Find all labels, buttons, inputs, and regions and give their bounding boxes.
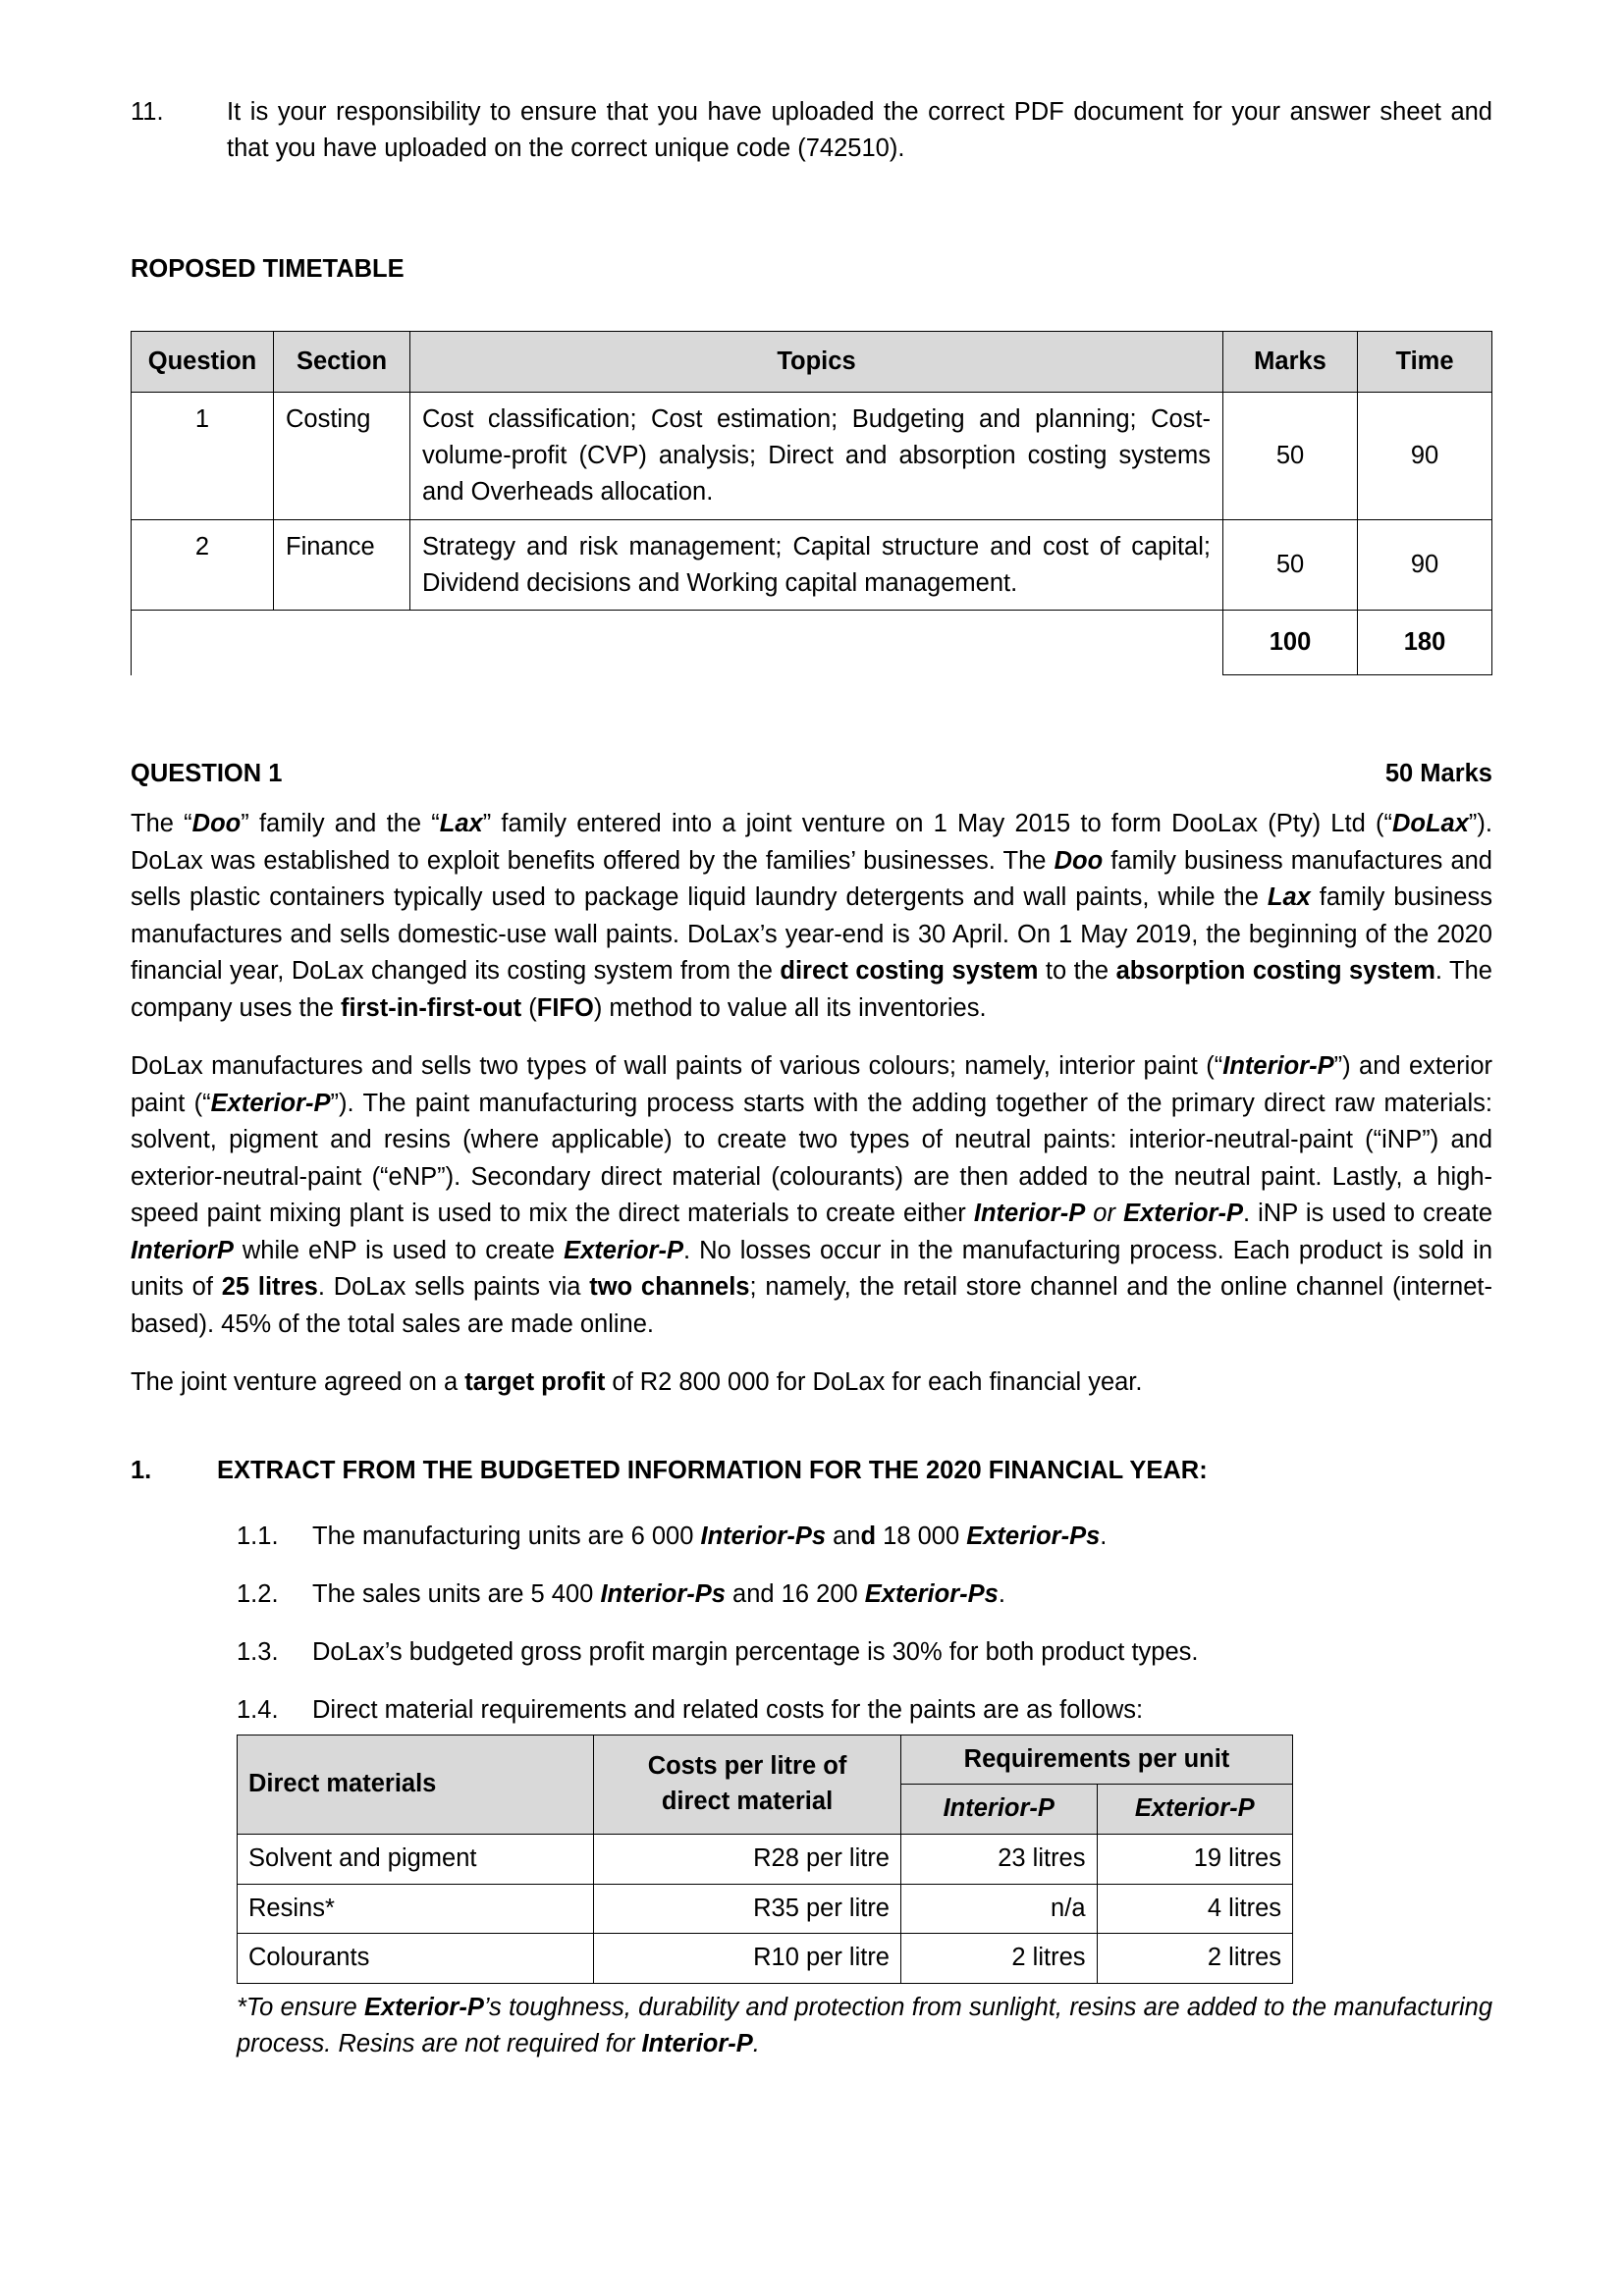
cell-topics: Strategy and risk management; Capital structure and cost of capital; Dividend decisions and Working capital management. bbox=[410, 519, 1223, 611]
list-item-text: Direct material requirements and related costs for the paints are as follows: bbox=[312, 1695, 1144, 1724]
text-run: of R2 800 000 for DoLax for each financial year. bbox=[605, 1368, 1143, 1397]
text-run: ”). DoLax was established to exploit benefits offered by the families’ businesses. The bbox=[131, 810, 1492, 875]
term-interior-ps: Interior-Ps bbox=[700, 1522, 827, 1550]
col-header-exterior-p: Exterior-P bbox=[1097, 1785, 1293, 1835]
cell-interior-req: n/a bbox=[901, 1884, 1098, 1934]
text-run: an bbox=[826, 1522, 861, 1550]
list-item-number: 1.2. bbox=[237, 1579, 279, 1608]
question-marks: 50 Marks bbox=[1384, 760, 1492, 788]
text-run: ” family and the “ bbox=[241, 810, 440, 838]
materials-table-body bbox=[238, 1834, 1293, 1983]
text-run: ” family entered into a joint venture on 1 May 2015 to form DooLax (Pty) Ltd (“ bbox=[482, 810, 1392, 838]
question-header bbox=[131, 760, 1492, 788]
text-run: ; namely, the retail store channel and the online channel (internet-based). 45% of the total sales are made online. bbox=[131, 1273, 1492, 1338]
col-header-question: Question bbox=[132, 331, 274, 392]
cell-material-name: Resins* bbox=[238, 1884, 594, 1934]
cell-material-name: Colourants bbox=[238, 1934, 594, 1984]
text-run: . The company uses the bbox=[131, 957, 1492, 1022]
spacer bbox=[131, 1423, 1492, 1453]
cell-material-name: Solvent and pigment bbox=[238, 1834, 594, 1884]
term-exterior-ps: Exterior-Ps bbox=[966, 1522, 1101, 1550]
question-paragraph-2 bbox=[131, 1048, 1492, 1343]
list-item-number: 1.1. bbox=[237, 1522, 279, 1550]
col-header-interior-p: Interior-P bbox=[901, 1785, 1098, 1835]
proposed-timetable bbox=[131, 331, 1492, 676]
term-exterior-p: Exterior-P bbox=[210, 1089, 331, 1117]
cell-time: 90 bbox=[1358, 392, 1492, 519]
spacer bbox=[131, 788, 1492, 806]
term-absorption-costing-system: absorption costing system bbox=[1115, 957, 1435, 986]
term-exterior-p: Exterior-P bbox=[1123, 1200, 1243, 1228]
term-interior-p: Interior-P bbox=[973, 1200, 1086, 1228]
term-target-profit: target profit bbox=[464, 1368, 606, 1397]
timetable-head bbox=[132, 331, 1492, 392]
instruction-text: It is your responsibility to ensure that you have uploaded the correct PDF document for your answer sheet and that you have uploaded on the correct unique code (742510). bbox=[227, 98, 1492, 163]
text-run: ”). The paint manufacturing process starts with the adding together of the primary direct raw materials: solvent, pigment and resins (where applicable) to create two types of neutral paints: interior-neutral-paint (“iNP”) and exterior-neutral-paint (“eNP”). Secondary direct material (colourants) are then added to the neutral paint. Lastly, a high-speed paint mixing plant is used to mix the direct materials to create either bbox=[131, 1089, 1492, 1228]
term-dolax: DoLax bbox=[1391, 810, 1469, 838]
text-run: ) method to value all its inventories. bbox=[593, 993, 987, 1022]
list-item bbox=[131, 1519, 1492, 1555]
spacer bbox=[131, 288, 1492, 331]
totals-blank bbox=[132, 611, 274, 675]
term-interiorp: InteriorP bbox=[131, 1236, 234, 1264]
term-interior-p: Interior-P bbox=[1222, 1052, 1334, 1081]
totals-blank bbox=[410, 611, 1223, 675]
materials-table-wrapper bbox=[131, 1735, 1492, 1984]
timetable-heading: ROPOSED TIMETABLE bbox=[131, 254, 405, 283]
text-run-bold-d: d bbox=[860, 1522, 877, 1550]
list-item-text bbox=[312, 1519, 1492, 1555]
costs-line-1: Costs per litre of bbox=[647, 1752, 847, 1781]
cell-section: Finance bbox=[274, 519, 410, 611]
cell-exterior-req: 4 litres bbox=[1097, 1884, 1293, 1934]
table-row bbox=[238, 1834, 1293, 1884]
term-exterior-ps: Exterior-Ps bbox=[864, 1579, 999, 1608]
list-item-text: DoLax’s budgeted gross profit margin percentage is 30% for both product types. bbox=[312, 1637, 1199, 1666]
cell-cost: R35 per litre bbox=[594, 1884, 901, 1934]
text-run: . bbox=[752, 2030, 760, 2058]
extract-title: EXTRACT FROM THE BUDGETED INFORMATION FOR THE 2020 FINANCIAL YEAR: bbox=[217, 1456, 1208, 1484]
text-run: The manufacturing units are 6 000 bbox=[312, 1522, 701, 1550]
text-run: DoLax manufactures and sells two types of wall paints of various colours; namely, interior paint (“ bbox=[131, 1052, 1223, 1081]
text-run: 18 000 bbox=[876, 1522, 967, 1550]
text-run: The sales units are 5 400 bbox=[312, 1579, 601, 1608]
cell-marks: 50 bbox=[1223, 519, 1358, 611]
costs-line-2: direct material bbox=[661, 1787, 834, 1815]
spacer bbox=[131, 1489, 1492, 1519]
text-run-or: or bbox=[1085, 1200, 1124, 1228]
term-fifo: FIFO bbox=[536, 993, 594, 1022]
totals-marks: 100 bbox=[1223, 611, 1358, 675]
col-header-topics: Topics bbox=[410, 331, 1223, 392]
text-run: . bbox=[1100, 1522, 1108, 1550]
text-run: while eNP is used to create bbox=[233, 1236, 565, 1264]
materials-table-head bbox=[238, 1735, 1293, 1834]
text-run: The joint venture agreed on a bbox=[131, 1368, 465, 1397]
term-exterior-p: Exterior-P bbox=[363, 1993, 484, 2021]
table-row bbox=[132, 519, 1492, 611]
term-doo: Doo bbox=[191, 810, 242, 838]
text-run: family business manufactures and sells plastic containers typically used to package liquid laundry detergents and wall paints, while the bbox=[131, 846, 1492, 912]
cell-topics: Cost classification; Cost estimation; Budgeting and planning; Cost-volume-profit (CVP) analysis; Direct and absorption costing systems and Overheads allocation. bbox=[410, 392, 1223, 519]
totals-time: 180 bbox=[1358, 611, 1492, 675]
term-25-litres: 25 litres bbox=[221, 1273, 318, 1302]
cell-interior-req: 23 litres bbox=[901, 1834, 1098, 1884]
term-interior-p: Interior-P bbox=[641, 2030, 753, 2058]
question-title: QUESTION 1 bbox=[131, 760, 283, 788]
timetable-header-row bbox=[132, 331, 1492, 392]
cell-question: 1 bbox=[132, 392, 274, 519]
term-fifo-long: first-in-first-out bbox=[341, 993, 522, 1022]
instruction-number: 11. bbox=[131, 98, 164, 126]
term-lax: Lax bbox=[1267, 883, 1311, 912]
cell-exterior-req: 2 litres bbox=[1097, 1934, 1293, 1984]
cell-exterior-req: 19 litres bbox=[1097, 1834, 1293, 1884]
spacer bbox=[131, 168, 1492, 252]
text-run: ( bbox=[521, 993, 537, 1022]
spacer bbox=[131, 675, 1492, 760]
table-row bbox=[238, 1934, 1293, 1984]
list-item-text bbox=[312, 1576, 1492, 1613]
col-header-section: Section bbox=[274, 331, 410, 392]
cell-marks: 50 bbox=[1223, 392, 1358, 519]
table-row bbox=[132, 392, 1492, 519]
cell-cost: R10 per litre bbox=[594, 1934, 901, 1984]
extract-heading bbox=[131, 1453, 1492, 1489]
col-header-direct-materials: Direct materials bbox=[238, 1735, 594, 1834]
text-run: family business manufactures and sells domestic-use wall paints. DoLax’s year-end is 30 April. On 1 May 2019, the beginning of the 2020 financial year, DoLax changed its costing system from the bbox=[131, 883, 1492, 986]
extract-number: 1. bbox=[131, 1456, 152, 1484]
list-item bbox=[131, 1692, 1492, 1729]
text-run: . No losses occur in the manufacturing process. Each product is sold in units of bbox=[131, 1236, 1493, 1302]
cell-question: 2 bbox=[132, 519, 274, 611]
text-run: . bbox=[998, 1579, 1005, 1608]
list-item bbox=[131, 1634, 1492, 1671]
totals-row bbox=[132, 611, 1492, 675]
col-header-time: Time bbox=[1358, 331, 1492, 392]
text-run: and 16 200 bbox=[725, 1579, 865, 1608]
cell-cost: R28 per litre bbox=[594, 1834, 901, 1884]
term-exterior-p: Exterior-P bbox=[564, 1236, 683, 1264]
term-lax: Lax bbox=[439, 810, 483, 838]
text-run: . DoLax sells paints via bbox=[317, 1273, 590, 1302]
col-header-marks: Marks bbox=[1223, 331, 1358, 392]
term-two-channels: two channels bbox=[589, 1273, 750, 1302]
cell-time: 90 bbox=[1358, 519, 1492, 611]
list-item-number: 1.3. bbox=[237, 1637, 279, 1666]
totals-blank bbox=[274, 611, 410, 675]
materials-header-row-1 bbox=[238, 1735, 1293, 1785]
text-run: ’s toughness, durability and protection from sunlight, resins are added to the manufacturing process. Resins are not required for bbox=[237, 1993, 1492, 2058]
materials-footnote bbox=[131, 1990, 1492, 2063]
cell-interior-req: 2 litres bbox=[901, 1934, 1098, 1984]
list-item bbox=[131, 1576, 1492, 1613]
term-doo: Doo bbox=[1054, 846, 1104, 875]
text-run: ”) and exterior paint (“ bbox=[131, 1052, 1493, 1117]
direct-materials-table bbox=[237, 1735, 1293, 1984]
question-paragraph-3 bbox=[131, 1364, 1492, 1401]
col-header-requirements: Requirements per unit bbox=[901, 1735, 1293, 1785]
text-run: *To ensure bbox=[237, 1993, 364, 2021]
text-run: The “ bbox=[131, 810, 192, 838]
timetable-body bbox=[132, 392, 1492, 675]
text-run: . iNP is used to create bbox=[1242, 1200, 1492, 1228]
term-interior-ps: Interior-Ps bbox=[600, 1579, 726, 1608]
instruction-item-11 bbox=[131, 94, 1492, 168]
cell-section: Costing bbox=[274, 392, 410, 519]
text-run: to the bbox=[1038, 957, 1116, 986]
question-paragraph-1 bbox=[131, 806, 1492, 1027]
table-row bbox=[238, 1884, 1293, 1934]
term-direct-costing-system: direct costing system bbox=[780, 957, 1039, 986]
col-header-costs-per-litre bbox=[594, 1735, 901, 1834]
list-item-number: 1.4. bbox=[237, 1695, 279, 1724]
